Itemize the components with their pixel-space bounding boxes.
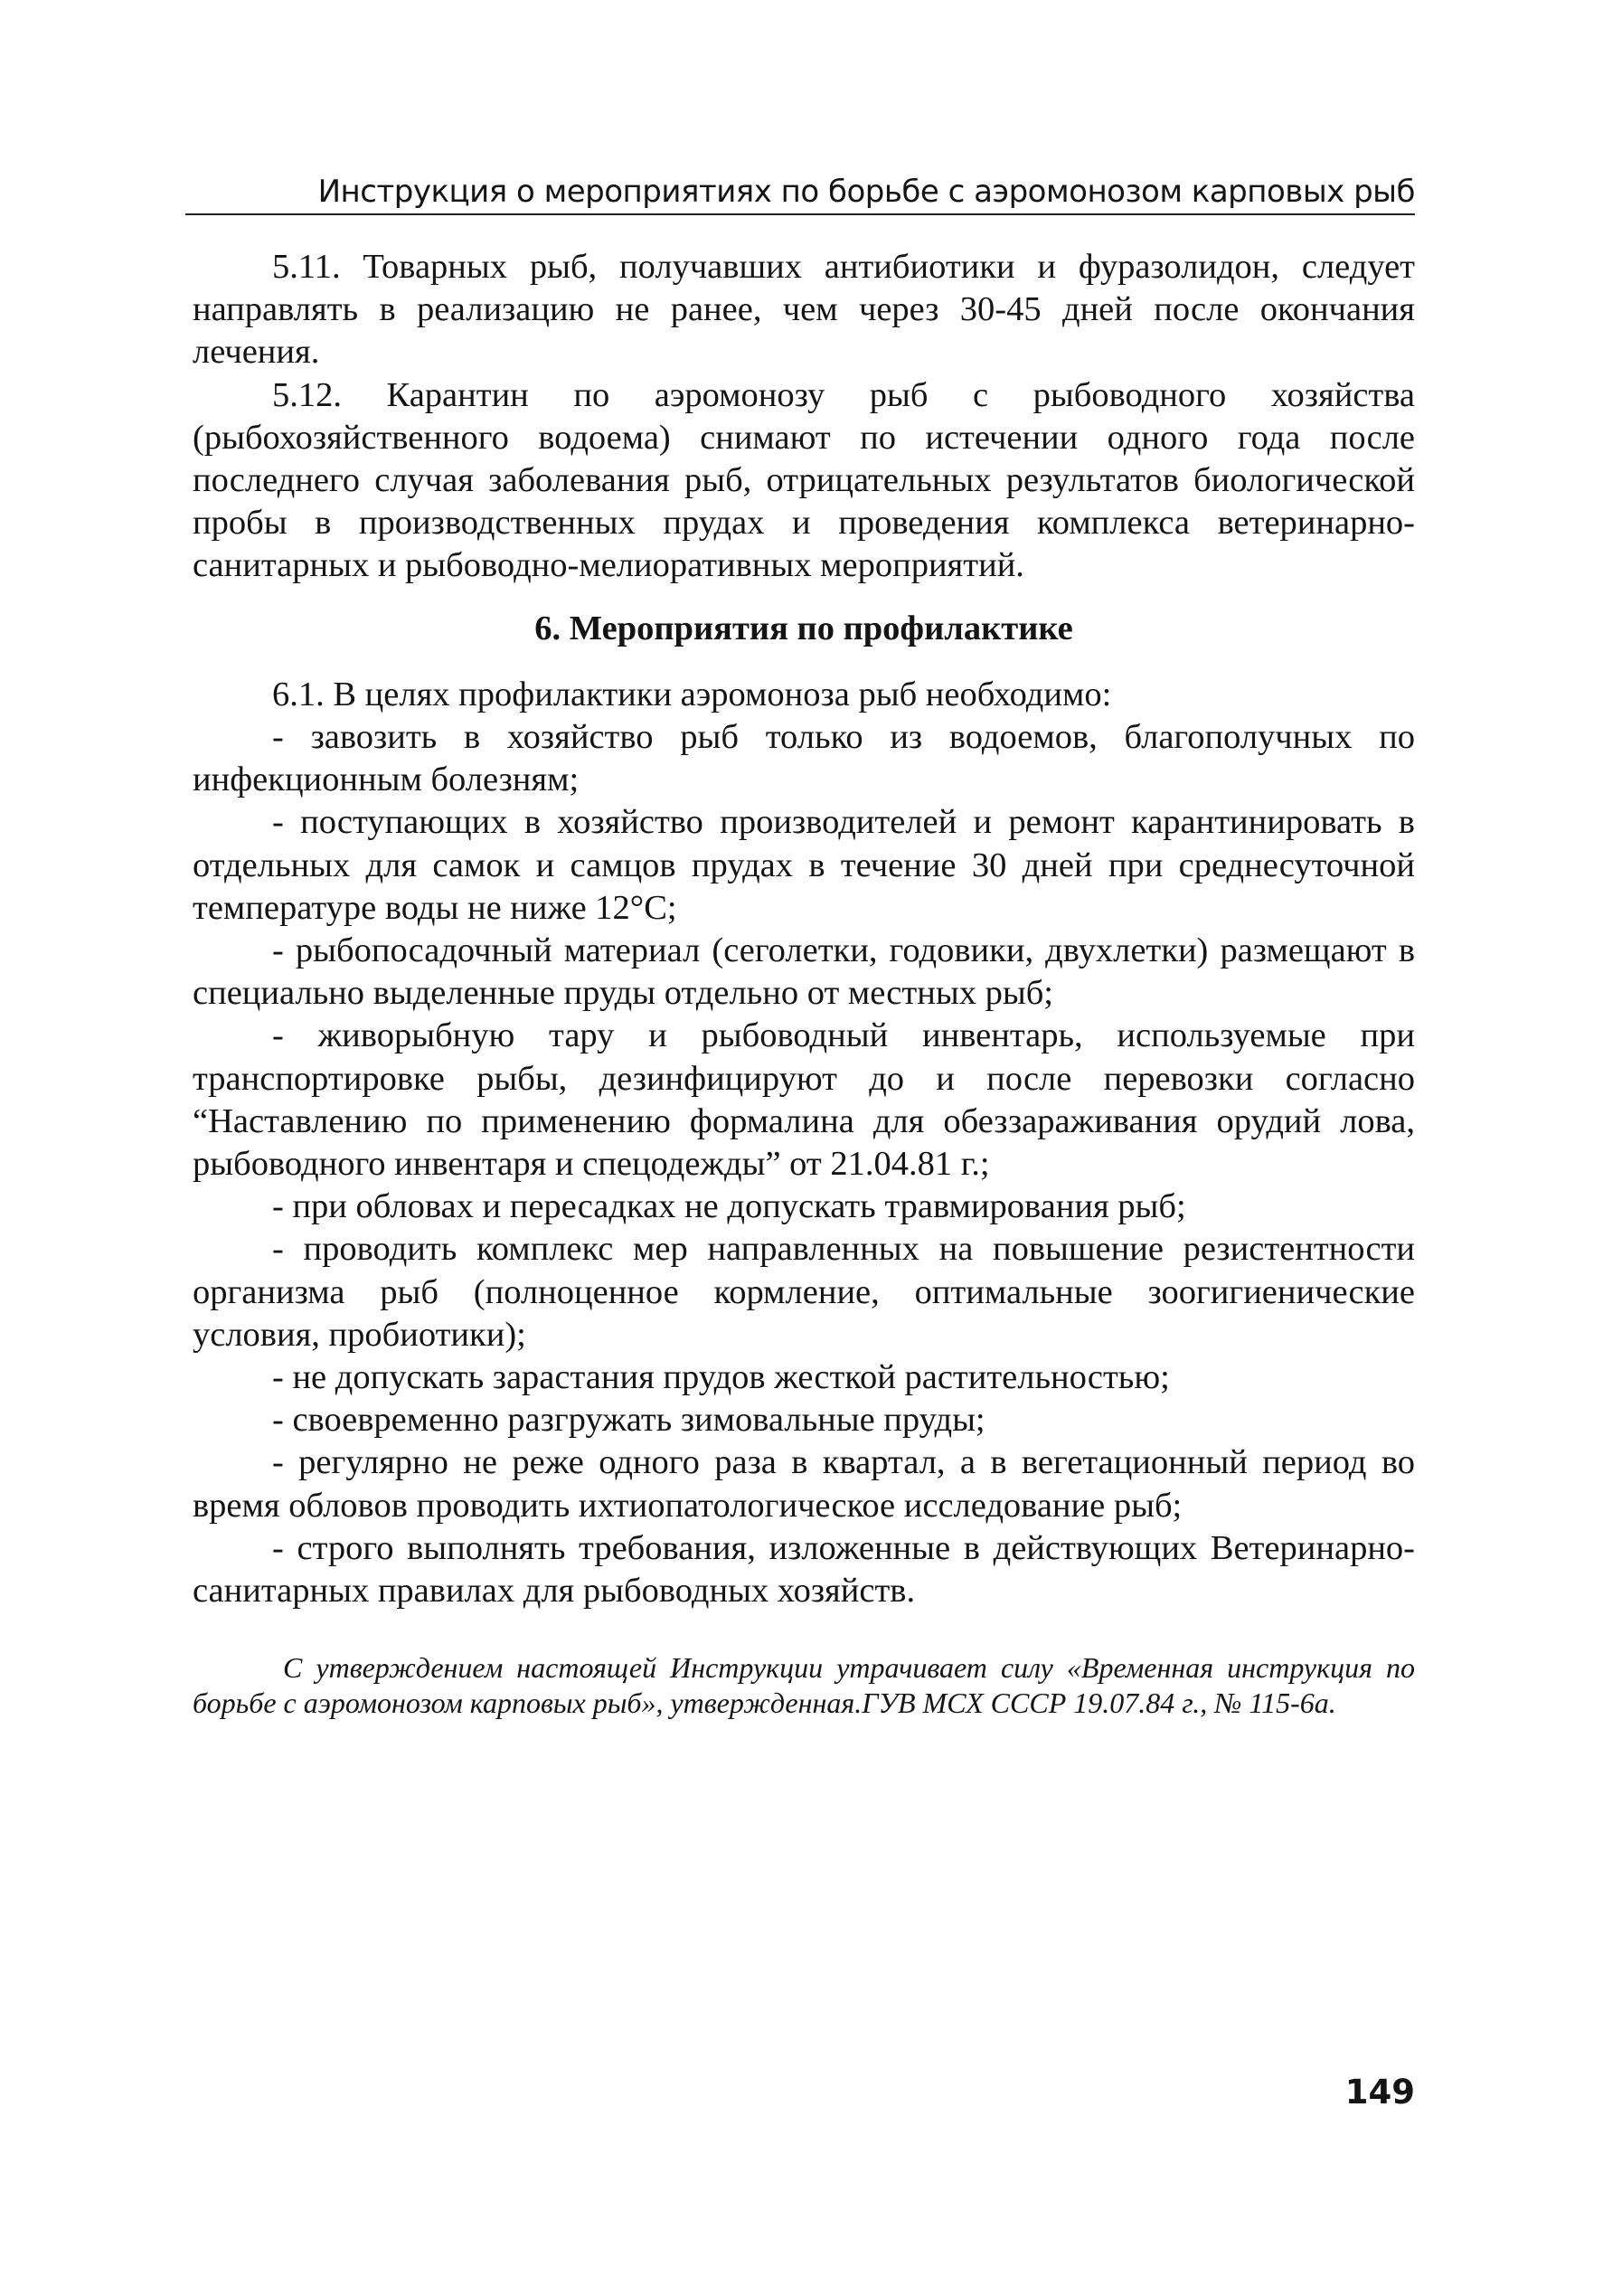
list-item: - не допускать зарастания прудов жесткой растительностью; [272, 1358, 1170, 1397]
document-body [193, 246, 1415, 1721]
list-item: - завозить в хозяйство рыб только из водоемов, благополучных по инфекционным болезням; [193, 718, 1415, 799]
section-heading: 6. Мероприятия по профилактике [534, 609, 1073, 647]
list-item: - поступающих в хозяйство производителей и ремонт карантинировать в отдельных для самок и самцов прудах в течение 30 дней при среднесуточной температуре воды не ниже 12°С; [193, 803, 1415, 927]
paragraph-6-1: 6.1. В целях профилактики аэромоноза рыб необходимо: [272, 675, 1112, 713]
list-item: - рыбопосадочный материал (сеголетки, годовики, двухлетки) размещают в специально выделенные пруды отдельно от местных рыб; [193, 931, 1415, 1013]
paragraph-5-11: 5.11. Товарных рыб, получавших антибиотики и фуразолидон, следует направлять в реализацию не ранее, чем через 30-45 дней после окончания лечения. [193, 248, 1415, 372]
list-item: - строго выполнять требования, изложенные в действующих Ветеринарно-санитарных правилах для рыбоводных хозяйств. [193, 1528, 1415, 1611]
footnote: С утверждением настоящей Инструкции утрачивает силу «Временная инструкция по борьбе с аэромонозом карповых рыб», утвержденная.ГУВ МСХ СССР 19.07.84 г., № 115-6а. [193, 1651, 1415, 1720]
paragraph-5-12: 5.12. Карантин по аэромонозу рыб с рыбоводного хозяйства (рыбохозяйственного водоема) снимают по истечении одного года после последнего случая заболевания рыб, отрицательных результатов биологической пробы в производственных прудах и проведения комплекса ветеринарно-санитарных и рыбоводно-мелиоративных мероприятий. [193, 375, 1415, 585]
list-item: - своевременно разгружать зимовальные пруды; [272, 1401, 985, 1440]
list-item: - при обловах и пересадках не допускать травмирования рыб; [272, 1187, 1186, 1226]
list-item: - регулярно не реже одного раза в квартал, а в вегетационный период во время обловов проводить ихтиопатологическое исследование рыб; [193, 1443, 1415, 1525]
list-item: - живорыбную тару и рыбоводный инвентарь, используемые при транспортировке рыбы, дезинфицируют до и после перевозки согласно “Наставлению по применению формалина для обеззараживания орудий лова, рыбоводного инвентаря и спецодежды” от 21.04.81 г.; [193, 1016, 1415, 1184]
list-item: - проводить комплекс мер направленных на повышение резистентности организма рыб (полноценное кормление, оптимальные зоогигиенические условия, пробиотики); [193, 1230, 1415, 1354]
header-rule [185, 213, 1415, 215]
page-number: 149 [1344, 2073, 1415, 2112]
running-header: Инструкция о мероприятиях по борьбе с аэромонозом карповых рыб [317, 174, 1415, 210]
